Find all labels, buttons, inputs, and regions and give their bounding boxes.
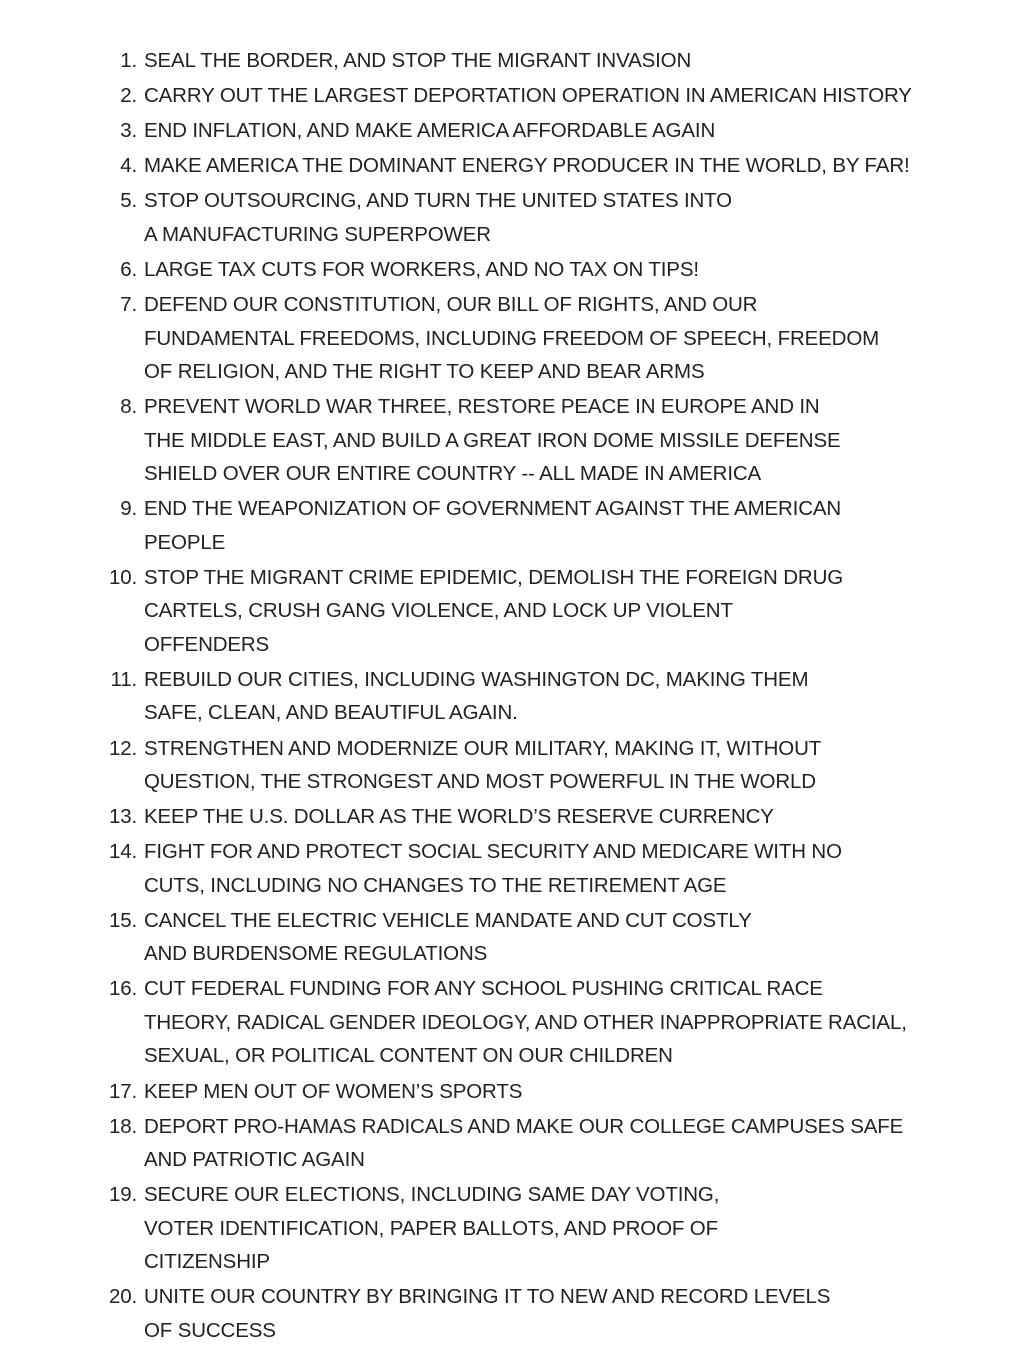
item-number: 16. bbox=[108, 977, 137, 1001]
item-text: SECURE OUR ELECTIONS, INCLUDING SAME DAY VOTING, VOTER IDENTIFICATION, PAPER BALLOTS, AND PROOF OF CITIZENSHIP bbox=[144, 1183, 720, 1274]
item-number: 17. bbox=[108, 1079, 137, 1103]
item-number: 9. bbox=[120, 497, 137, 521]
list-item bbox=[0, 149, 910, 183]
list-item bbox=[0, 114, 904, 148]
item-text: SEAL THE BORDER, AND STOP THE MIGRANT INVASION bbox=[144, 49, 692, 72]
item-number: 12. bbox=[108, 736, 137, 760]
item-text: CUT FEDERAL FUNDING FOR ANY SCHOOL PUSHING CRITICAL RACE THEORY, RADICAL GENDER IDEOLOGY, AND OTHER INAPPROPRIATE RACIAL, SEXUAL, OR POLITICAL CONTENT ON OUR CHILDREN bbox=[144, 977, 907, 1068]
item-text: STOP OUTSOURCING, AND TURN THE UNITED STATES INTO A MANUFACTURING SUPERPOWER bbox=[144, 189, 732, 246]
item-number: 11. bbox=[110, 667, 137, 691]
item-text: PREVENT WORLD WAR THREE, RESTORE PEACE IN EUROPE AND IN THE MIDDLE EAST, AND BUILD A GREAT IRON DOME MISSILE DEFENSE SHIELD OVER OUR ENTIRE COUNTRY -- ALL MADE IN AMERICA bbox=[144, 395, 841, 486]
item-number: 20. bbox=[108, 1285, 137, 1309]
item-number: 19. bbox=[108, 1183, 137, 1207]
item-text: REBUILD OUR CITIES, INCLUDING WASHINGTON DC, MAKING THEM SAFE, CLEAN, AND BEAUTIFUL AGAIN. bbox=[144, 667, 809, 725]
list-item bbox=[0, 44, 904, 78]
item-number: 14. bbox=[108, 840, 137, 864]
list-item bbox=[0, 800, 904, 834]
item-text: DEPORT PRO-HAMAS RADICALS AND MAKE OUR COLLEGE CAMPUSES SAFE AND PATRIOTIC AGAIN bbox=[144, 1114, 904, 1172]
item-text: KEEP MEN OUT OF WOMEN’S SPORTS bbox=[144, 1079, 523, 1103]
item-text: MAKE AMERICA THE DOMINANT ENERGY PRODUCER IN THE WORLD, BY FAR! bbox=[144, 154, 910, 178]
item-text: END THE WEAPONIZATION OF GOVERNMENT AGAINST THE AMERICAN PEOPLE bbox=[144, 497, 842, 554]
item-text: DEFEND OUR CONSTITUTION, OUR BILL OF RIGHTS, AND OUR FUNDAMENTAL FREEDOMS, INCLUDING FREEDOM OF SPEECH, FREEDOM OF RELIGION, AND THE RIGHT TO KEEP AND BEAR ARMS bbox=[144, 293, 880, 384]
item-text: KEEP THE U.S. DOLLAR AS THE WORLD’S RESERVE CURRENCY bbox=[144, 805, 774, 829]
item-text: STOP THE MIGRANT CRIME EPIDEMIC, DEMOLISH THE FOREIGN DRUG CARTELS, CRUSH GANG VIOLENCE, AND LOCK UP VIOLENT OFFENDERS bbox=[144, 565, 844, 656]
list-item bbox=[0, 253, 904, 287]
item-text: END INFLATION, AND MAKE AMERICA AFFORDABLE AGAIN bbox=[144, 119, 716, 143]
item-number: 3. bbox=[120, 119, 137, 143]
item-number: 7. bbox=[120, 293, 137, 317]
item-number: 2. bbox=[120, 84, 137, 108]
item-text: LARGE TAX CUTS FOR WORKERS, AND NO TAX ON TIPS! bbox=[144, 257, 699, 281]
list-item bbox=[0, 1110, 904, 1177]
list-item bbox=[0, 732, 904, 799]
item-number: 13. bbox=[108, 805, 137, 829]
item-number: 10. bbox=[108, 565, 137, 589]
item-number: 5. bbox=[120, 189, 137, 213]
item-number: 6. bbox=[120, 257, 137, 281]
item-text: STRENGTHEN AND MODERNIZE OUR MILITARY, MAKING IT, WITHOUT QUESTION, THE STRONGEST AND MOST POWERFUL IN THE WORLD bbox=[144, 736, 821, 794]
list-item bbox=[0, 390, 904, 491]
item-number: 1. bbox=[120, 49, 137, 72]
list-item bbox=[0, 184, 904, 251]
item-number: 15. bbox=[108, 908, 137, 932]
list-item bbox=[0, 663, 904, 730]
numbered-list bbox=[0, 44, 1033, 1347]
item-number: 18. bbox=[108, 1114, 137, 1138]
list-item bbox=[0, 492, 904, 559]
list-item bbox=[0, 79, 912, 113]
list-item bbox=[0, 561, 904, 662]
document bbox=[0, 44, 1033, 1349]
item-number: 4. bbox=[120, 154, 137, 178]
item-text: FIGHT FOR AND PROTECT SOCIAL SECURITY AND MEDICARE WITH NO CUTS, INCLUDING NO CHANGES TO THE RETIREMENT AGE bbox=[144, 840, 842, 897]
list-item bbox=[0, 1280, 904, 1347]
item-text: CARRY OUT THE LARGEST DEPORTATION OPERATION IN AMERICAN HISTORY bbox=[144, 84, 912, 108]
item-text: CANCEL THE ELECTRIC VEHICLE MANDATE AND CUT COSTLY AND BURDENSOME REGULATIONS bbox=[144, 908, 752, 966]
list-item bbox=[0, 904, 904, 971]
list-item bbox=[0, 835, 904, 902]
list-item bbox=[0, 1178, 904, 1279]
item-number: 8. bbox=[120, 395, 137, 419]
item-text: UNITE OUR COUNTRY BY BRINGING IT TO NEW AND RECORD LEVELS OF SUCCESS bbox=[144, 1285, 831, 1342]
list-item bbox=[0, 1075, 904, 1109]
list-item bbox=[0, 288, 904, 389]
list-item bbox=[0, 972, 907, 1073]
